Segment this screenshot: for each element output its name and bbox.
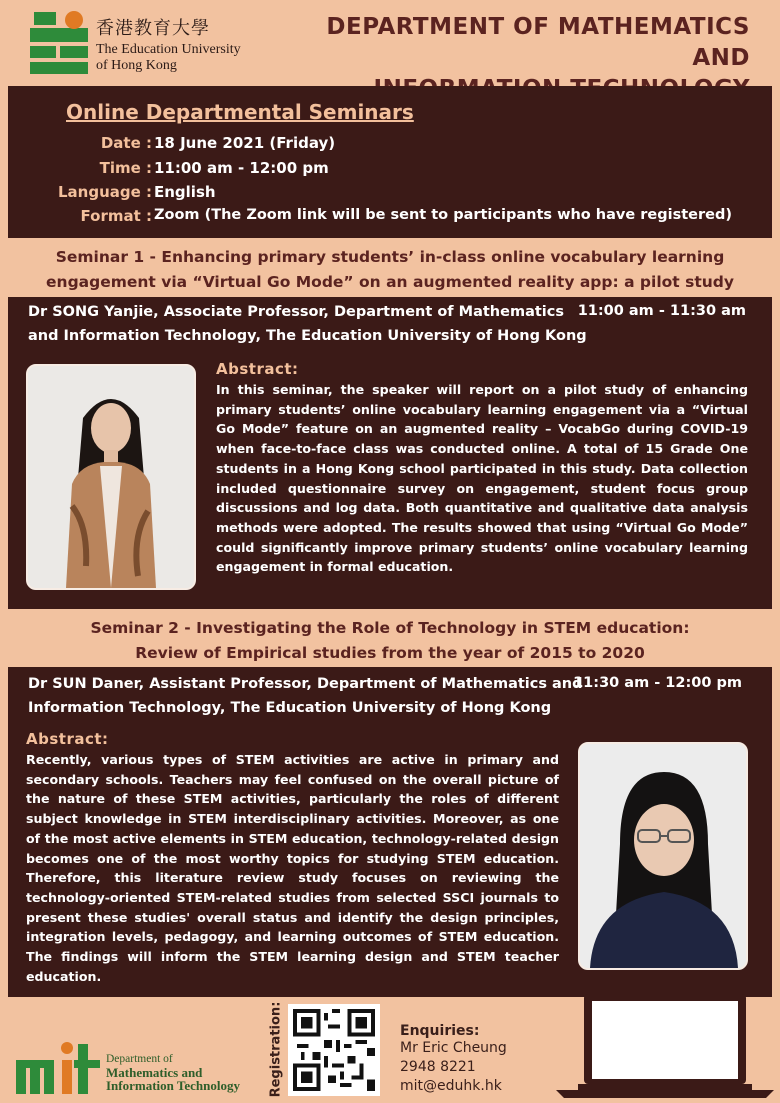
speaker-2-photo: [578, 742, 748, 970]
enquiries-block: [400, 1023, 507, 1096]
format-value: Zoom (The Zoom link will be sent to participants who have registered): [154, 207, 732, 223]
seminar-1-time: 11:00 am - 11:30 am: [577, 303, 746, 319]
contact-phone[interactable]: 2948 8221: [400, 1059, 476, 1075]
enquiries-title: Enquiries:: [400, 1023, 480, 1039]
seminar-1-panel: [8, 297, 772, 609]
seminar-2-abstract-heading: Abstract:: [26, 730, 109, 748]
format-label: Format :: [80, 207, 152, 225]
university-name-chinese: 香港教育大學: [96, 18, 210, 39]
seminar-2-panel: [8, 667, 772, 997]
eduhk-logo: [30, 10, 250, 76]
time-value: 11:00 am - 12:00 pm: [154, 159, 329, 177]
contact-email[interactable]: mit@eduhk.hk: [400, 1078, 502, 1094]
seminar-info-panel: [8, 86, 772, 238]
mit-logo-mark-icon: [14, 1040, 110, 1096]
seminar-1-title: Seminar 1 - Enhancing primary students’ in-class online vocabulary learning engagement via “Virtual Go Mode” on an augmented reality app: a pilot study: [46, 248, 734, 291]
seminar-1-abstract-heading: Abstract:: [216, 360, 299, 378]
department-logo: [14, 1040, 254, 1098]
department-logo-text: Department of Mathematics and Information Technology: [106, 1053, 240, 1093]
seminar-series-title: Online Departmental Seminars: [66, 100, 414, 124]
seminar-2-abstract: Recently, various types of STEM activities are active in primary and secondary schools. Teachers may feel confused on the overall picture of the nature of these STEM activities, particularly the roles of different subject knowledge in STEM interdisciplinary activities. Moreover, as one of the most active elements in STEM education, technology-related design becomes one of the most worthy topics for studying STEM education. Therefore, this literature review study focuses on reviewing the technology-oriented STEM-related studies from selected SSCI journals to present these studies' overall status and identify the design principles, integration levels, pedagogy, and learning outcomes of STEM education. The findings will inform the STEM learning design and STEM teacher education.: [26, 752, 559, 984]
speaker-2-portrait-image: [580, 744, 746, 968]
laptop-icon: [552, 990, 778, 1100]
contact-name: Mr Eric Cheung: [400, 1040, 507, 1056]
eduhk-emblem-icon: [30, 10, 88, 74]
university-name-english: The Education University of Hong Kong: [96, 42, 241, 73]
time-label: Time :: [99, 159, 152, 177]
seminar-2-title: Seminar 2 - Investigating the Role of Technology in STEM education: Review of Empirical studies from the year of 2015 to 2020: [90, 619, 690, 662]
seminar-1-speaker: Dr SONG Yanjie, Associate Professor, Department of Mathematics and Information Technology, The Education University of Hong Kong: [28, 304, 587, 344]
registration-qr-code[interactable]: [288, 1004, 380, 1096]
seminar-2-time: 11:30 am - 12:00 pm: [573, 675, 742, 691]
language-label: Language :: [57, 183, 152, 201]
seminar-1-abstract: In this seminar, the speaker will report on a pilot study of enhancing primary students’ online vocabulary learning engagement via a “Virtual Go Mode” feature on an augmented reality – VocabGo during COVID-19 when face-to-face class was conducted online. A total of 15 Grade One students in a Hong Kong school participated in this study. Data collection included questionnaire survey on engagement, student focus group discussions and log data. Both quantitative and qualitative data analysis methods were adopted. The results showed that using “Virtual Go Mode” could significantly improve primary students’ online vocabulary learning engagement in formal education.: [216, 382, 748, 575]
speaker-1-photo: [26, 364, 196, 590]
language-value: English: [154, 183, 216, 201]
department-title: DEPARTMENT OF MATHEMATICS AND: [326, 14, 750, 71]
qr-code-icon: [293, 1009, 375, 1091]
seminar-2-speaker: Dr SUN Daner, Assistant Professor, Department of Mathematics and Information Technology, The Education University of Hong Kong: [28, 676, 583, 716]
date-value: 18 June 2021 (Friday): [154, 134, 336, 152]
speaker-1-portrait-image: [28, 366, 194, 588]
registration-label: Registration:: [268, 1001, 284, 1098]
date-label: Date :: [100, 134, 152, 152]
